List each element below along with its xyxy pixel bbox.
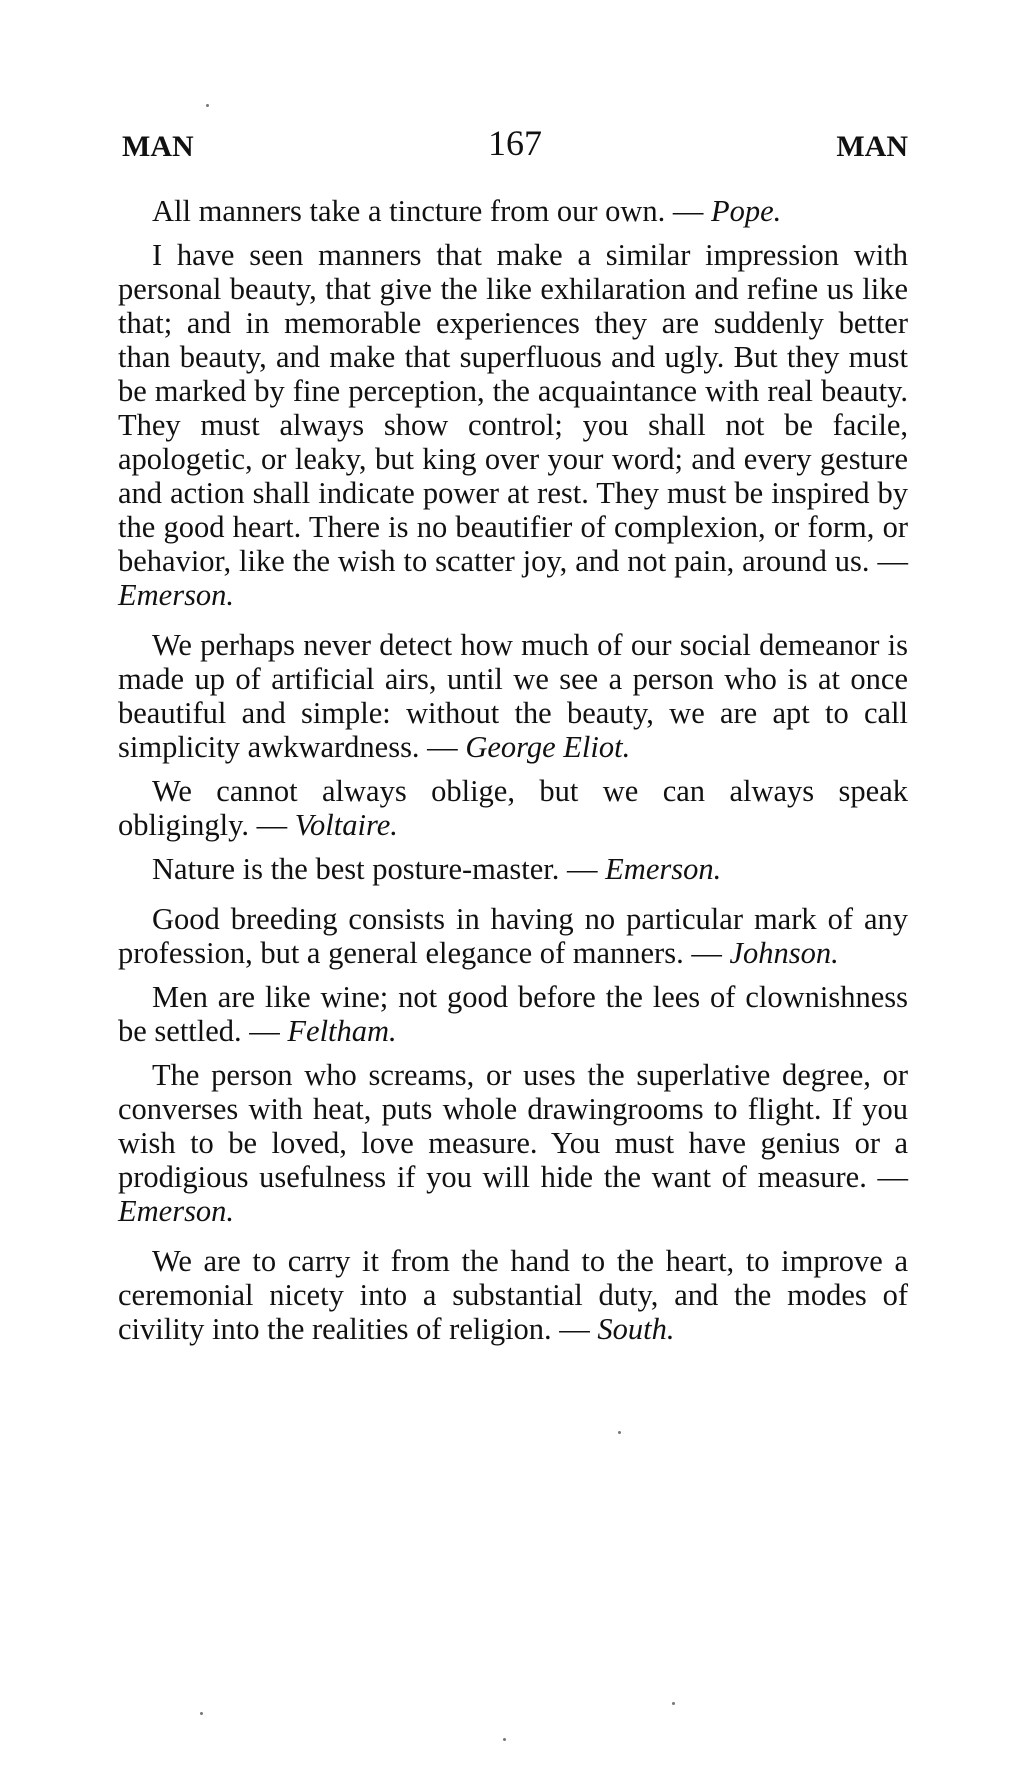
quote-text: I have seen manners that make a similar impression with personal beauty, that give the like exhilaration and refine us like that; and in memorable experiences they are suddenly better than beauty, and make that superfluous and ugly. But they must be marked by fine perception, the acquaintance with real beauty. They must always show control; you shall not be facile, apologetic, or leaky, but king over your word; and every gesture and action shall indicate power at rest. They must be inspired by the good heart. There is no beautifier of complexion, or form, or behavior, like the wish to scatter joy, and not pain, around us. —	[118, 238, 908, 578]
quote-feltham	[118, 980, 908, 1048]
quote-text: Nature is the best posture-master. —	[152, 852, 606, 886]
quote-text: The person who screams, or uses the superlative degree, or converses with heat, puts whole drawingrooms to flight. If you wish to be loved, love measure. You must have genius or a prodigious usefulness if you will hide the want of measure. —	[118, 1058, 908, 1194]
quotations-body	[118, 194, 908, 1356]
quote-text: We are to carry it from the hand to the heart, to improve a ceremonial nicety into a substantial duty, and the modes of civility into the realities of religion. —	[118, 1244, 908, 1346]
quote-text: We cannot always oblige, but we can always speak obligingly. —	[118, 774, 908, 842]
quote-author: Feltham.	[287, 1014, 397, 1048]
quote-author: Voltaire.	[294, 808, 398, 842]
quote-pope	[118, 194, 908, 228]
quote-author: South.	[597, 1312, 675, 1346]
running-head	[122, 122, 908, 170]
quote-emerson-measure	[118, 1058, 908, 1228]
quote-author: Pope.	[711, 194, 782, 228]
paper-speck	[672, 1702, 675, 1705]
quote-george-eliot	[118, 628, 908, 764]
quote-emerson-posture	[118, 852, 908, 886]
paper-speck	[206, 104, 209, 107]
quote-text: Good breeding consists in having no particular mark of any profession, but a general elegance of manners. —	[118, 902, 908, 970]
paper-speck	[618, 1431, 621, 1434]
running-head-left: MAN	[122, 130, 194, 163]
quote-text: All manners take a tincture from our own. —	[152, 194, 712, 228]
quote-author: Emerson.	[118, 1194, 235, 1228]
page-number: 167	[488, 123, 542, 163]
running-head-right: MAN	[836, 130, 908, 163]
quote-author: Emerson.	[605, 852, 722, 886]
quote-text: Men are like wine; not good before the lees of clownishness be settled. —	[118, 980, 908, 1048]
paper-speck	[503, 1738, 506, 1741]
quote-text: We perhaps never detect how much of our social demeanor is made up of artificial airs, until we see a person who is at once beautiful and simple: without the beauty, we are apt to call simplicity awkwardness. —	[118, 628, 908, 764]
quote-author: Emerson.	[118, 578, 235, 612]
quote-author: Johnson.	[729, 936, 839, 970]
quote-south	[118, 1244, 908, 1346]
quote-voltaire	[118, 774, 908, 842]
paper-speck	[200, 1712, 203, 1715]
quote-emerson-manners	[118, 238, 908, 612]
quote-author: George Eliot.	[465, 730, 631, 764]
quote-johnson	[118, 902, 908, 970]
